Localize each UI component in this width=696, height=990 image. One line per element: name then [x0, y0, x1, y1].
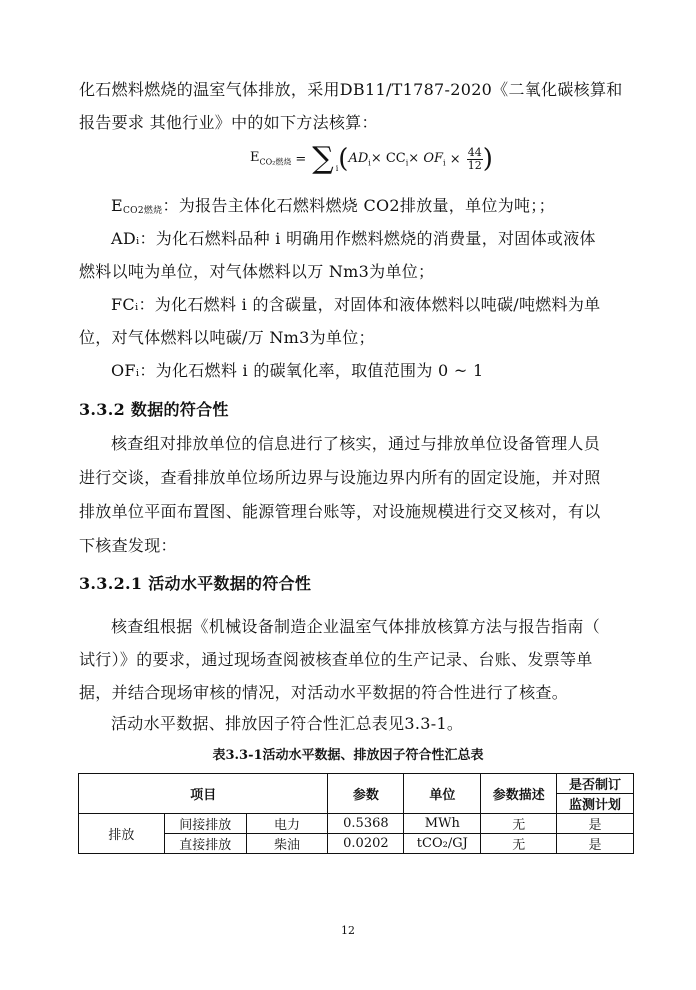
row-unit: MWh [404, 814, 481, 834]
table-caption: 表3.3-1活动水平数据、排放因子符合性汇总表 [212, 748, 484, 763]
row-param: 0.0202 [328, 834, 404, 854]
table-row [79, 814, 634, 834]
formula-times: × [445, 151, 465, 167]
row-type: 直接排放 [164, 834, 246, 854]
header-item: 项目 [79, 774, 328, 814]
header-desc: 参数描述 [481, 774, 557, 814]
row-source: 电力 [246, 814, 328, 834]
row-desc: 无 [481, 834, 557, 854]
group-cell: 排放 [79, 814, 165, 854]
header-plan-line-2: 监测计划 [557, 794, 634, 814]
def-ad-line-2: 燃料以吨为单位，对气体燃料以万 Nm3为单位； [79, 262, 435, 281]
formula-open-paren: ( [338, 144, 349, 174]
row-plan: 是 [557, 814, 634, 834]
section-3321-line-2: 试行）》的要求，通过现场查阅被核查单位的生产记录、台账、发票等单 [79, 650, 593, 669]
section-3321-line-3: 据，并结合现场审核的情况，对活动水平数据的符合性进行了核查。 [79, 683, 569, 702]
formula-term-ad: $AD_i$ [348, 150, 371, 168]
row-type: 间接排放 [164, 814, 246, 834]
def-ad-line-1: ADᵢ：为化石燃料品种 i 明确用作燃料燃烧的消费量，对固体或液体 [111, 229, 596, 248]
section-332-line-4: 下核查发现： [79, 536, 177, 555]
header-param: 参数 [328, 774, 404, 814]
intro-line-1: 化石燃料燃烧的温室气体排放，采用DB11/T1787-2020《二氧化碳核算和 [79, 80, 623, 99]
section-332-line-2: 进行交谈，查看排放单位场所边界与设施边界内所有的固定设施，并对照 [79, 468, 601, 487]
row-source: 柴油 [246, 834, 328, 854]
row-desc: 无 [481, 814, 557, 834]
emission-formula [250, 141, 493, 176]
formula-equals: = [295, 151, 307, 167]
formula-close-paren: ) [482, 144, 493, 174]
header-unit: 单位 [404, 774, 481, 814]
section-332-line-1: 核查组对排放单位的信息进行了核实，通过与排放单位设备管理人员 [111, 434, 601, 453]
conformity-table [78, 773, 634, 854]
header-plan-line-1: 是否制订 [557, 774, 634, 794]
row-unit: tCO₂/GJ [404, 834, 481, 854]
def-fc-line-2: 位，对气体燃料以吨碳/万 Nm3为单位； [79, 328, 375, 347]
section-heading-3-3-2-1: 3.3.2.1 活动水平数据的符合性 [79, 574, 312, 593]
section-heading-3-3-2: 3.3.2 数据的符合性 [79, 400, 229, 419]
formula-fraction [467, 147, 483, 172]
formula-term-of: × $OF_i$ [408, 150, 446, 168]
formula-lhs: $E_{CO_2燃烧}$ [250, 150, 292, 167]
section-3321-line-4: 活动水平数据、排放因子符合性汇总表见3.3-1。 [111, 714, 464, 733]
sum-index: i [335, 163, 339, 173]
formula-term-cc: × $CC_i$ [370, 150, 409, 168]
sum-symbol: ∑ [312, 141, 334, 176]
def-of: OFᵢ：为化石燃料 i 的碳氧化率，取值范围为 0 ~ 1 [111, 361, 484, 380]
fraction-numerator: 44 [467, 145, 482, 159]
section-3321-line-1: 核查组根据《机械设备制造企业温室气体排放核算方法与报告指南（ [111, 617, 601, 636]
def-fc-line-1: FCᵢ：为化石燃料 i 的含碳量，对固体和液体燃料以吨碳/吨燃料为单 [111, 295, 601, 314]
table-header-row [79, 774, 634, 794]
fraction-denominator: 12 [467, 158, 482, 172]
row-param: 0.5368 [328, 814, 404, 834]
section-332-line-3: 排放单位平面布置图、能源管理台账等，对设施规模进行交叉核对，有以 [79, 502, 601, 521]
def-e: ECO2燃烧：为报告主体化石燃料燃烧 CO2排放量，单位为吨；； [111, 196, 555, 216]
page-number: 12 [341, 924, 355, 937]
row-plan: 是 [557, 834, 634, 854]
intro-line-2: 报告要求 其他行业》中的如下方法核算： [79, 113, 378, 132]
